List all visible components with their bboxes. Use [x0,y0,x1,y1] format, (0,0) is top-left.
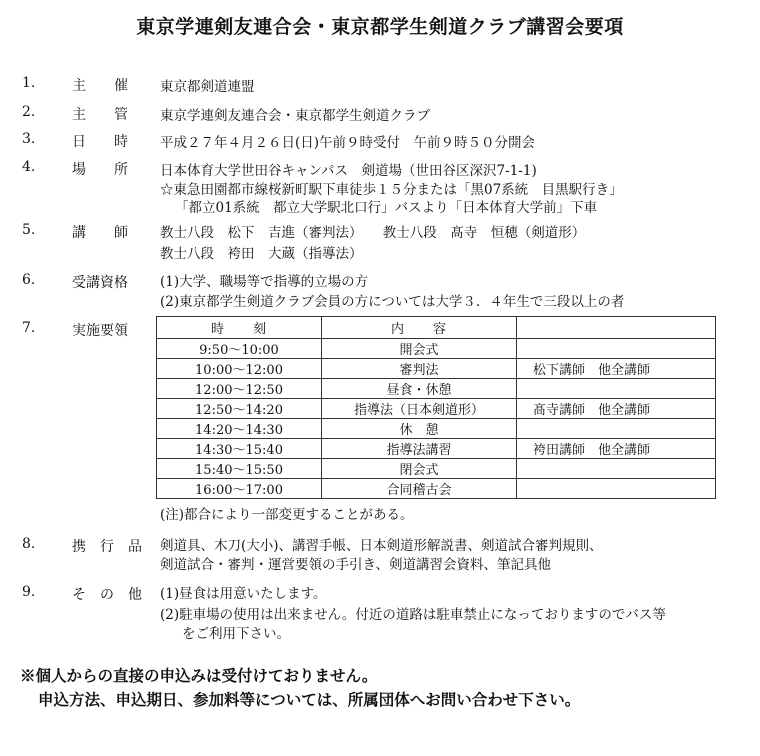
table-row [157,379,716,399]
footer-notice-1: ※個人からの直接の申込みは受付けておりません。 [20,666,378,685]
row-content: 指導法（日本剣道形） [322,399,517,419]
schedule-note: (注)都合により一部変更することがある。 [160,507,414,523]
schedule-header-row [157,317,716,339]
section-1-value: 東京都剣道連盟 [160,79,255,95]
row-time: 12:50～14:20 [157,399,322,419]
section-9-other-2: (2)駐車場の使用は出来ません。付近の道路は駐車禁止になっておりますのでバス等 [160,607,666,623]
table-row [157,419,716,439]
section-5-instructors-line-1: 教士八段 松下 吉進（審判法） 教士八段 髙寺 恒穂（剣道形） [160,225,586,241]
header-content: 内 容 [322,317,517,339]
section-5-label: 講 師 [72,225,128,241]
section-6-eligibility-2: (2)東京都学生剣道クラブ会員の方については大学３．４年生で三段以上の者 [160,294,625,310]
section-9-other-2-cont: をご利用下さい。 [182,626,290,642]
section-8-items-line-1: 剣道具、木刀(大小)、講習手帳、日本剣道形解説書、剣道試合審判規則、 [160,538,603,554]
row-instructor [517,479,716,499]
section-8-number: 8. [22,536,36,552]
section-3-number: 3. [22,131,36,147]
header-time: 時 刻 [157,317,322,339]
section-4-access-line-1: ☆東急田園都市線桜新町駅下車徒歩１５分または「黒07系統 目黒駅行き」 [160,182,623,198]
section-3-value: 平成２７年４月２６日(日)午前９時受付 午前９時５０分開会 [160,135,536,151]
section-2-value: 東京学連剣友連合会・東京都学生剣道クラブ [160,108,430,124]
table-row [157,359,716,379]
row-instructor [517,379,716,399]
section-3-label: 日 時 [72,134,128,150]
section-8-items-line-2: 剣道試合・審判・運営要領の手引き、剣道講習会資料、筆記具他 [160,557,551,573]
schedule-table [156,316,716,499]
row-instructor: 髙寺講師 他全講師 [517,399,716,419]
table-row [157,459,716,479]
header-instructor [517,317,716,339]
document-title: 東京学連剣友連合会・東京都学生剣道クラブ講習会要項 [136,16,624,38]
row-content: 休 憩 [322,419,517,439]
table-row [157,339,716,359]
row-content: 審判法 [322,359,517,379]
section-6-eligibility-1: (1)大学、職場等で指導的立場の方 [160,274,369,290]
section-4-value: 日本体育大学世田谷キャンパス 剣道場（世田谷区深沢7-1-1) [160,163,537,179]
row-time: 14:20～14:30 [157,419,322,439]
row-time: 10:00～12:00 [157,359,322,379]
row-instructor: 松下講師 他全講師 [517,359,716,379]
section-7-label: 実施要領 [72,323,128,339]
section-9-number: 9. [22,584,36,600]
row-content: 昼食・休憩 [322,379,517,399]
section-5-number: 5. [22,222,36,238]
section-1-label: 主 催 [72,78,128,94]
section-6-label: 受講資格 [72,275,128,291]
section-2-number: 2. [22,104,36,120]
row-time: 12:00～12:50 [157,379,322,399]
row-instructor [517,419,716,439]
row-instructor: 袴田講師 他全講師 [517,439,716,459]
row-content: 指導法講習 [322,439,517,459]
row-content: 合同稽古会 [322,479,517,499]
row-time: 15:40～15:50 [157,459,322,479]
section-8-label: 携 行 品 [72,539,142,555]
row-instructor [517,459,716,479]
section-4-label: 場 所 [72,162,128,178]
row-content: 開会式 [322,339,517,359]
section-7-number: 7. [22,320,36,336]
section-2-label: 主 管 [72,107,128,123]
row-instructor [517,339,716,359]
row-content: 閉会式 [322,459,517,479]
row-time: 16:00～17:00 [157,479,322,499]
table-row [157,439,716,459]
footer-notice-2: 申込方法、申込期日、参加料等については、所属団体へお問い合わせ下さい。 [38,690,581,709]
section-4-number: 4. [22,159,36,175]
table-row [157,399,716,419]
section-5-instructors-line-2: 教士八段 袴田 大蔵（指導法） [160,246,363,262]
section-9-label: そ の 他 [72,587,142,603]
section-1-number: 1. [22,75,36,91]
row-time: 9:50～10:00 [157,339,322,359]
section-4-access-line-2: 「都立01系統 都立大学駅北口行」バスより「日本体育大学前」下車 [175,200,598,216]
section-9-other-1: (1)昼食は用意いたします。 [160,586,327,602]
section-6-number: 6. [22,272,36,288]
row-time: 14:30～15:40 [157,439,322,459]
table-row [157,479,716,499]
